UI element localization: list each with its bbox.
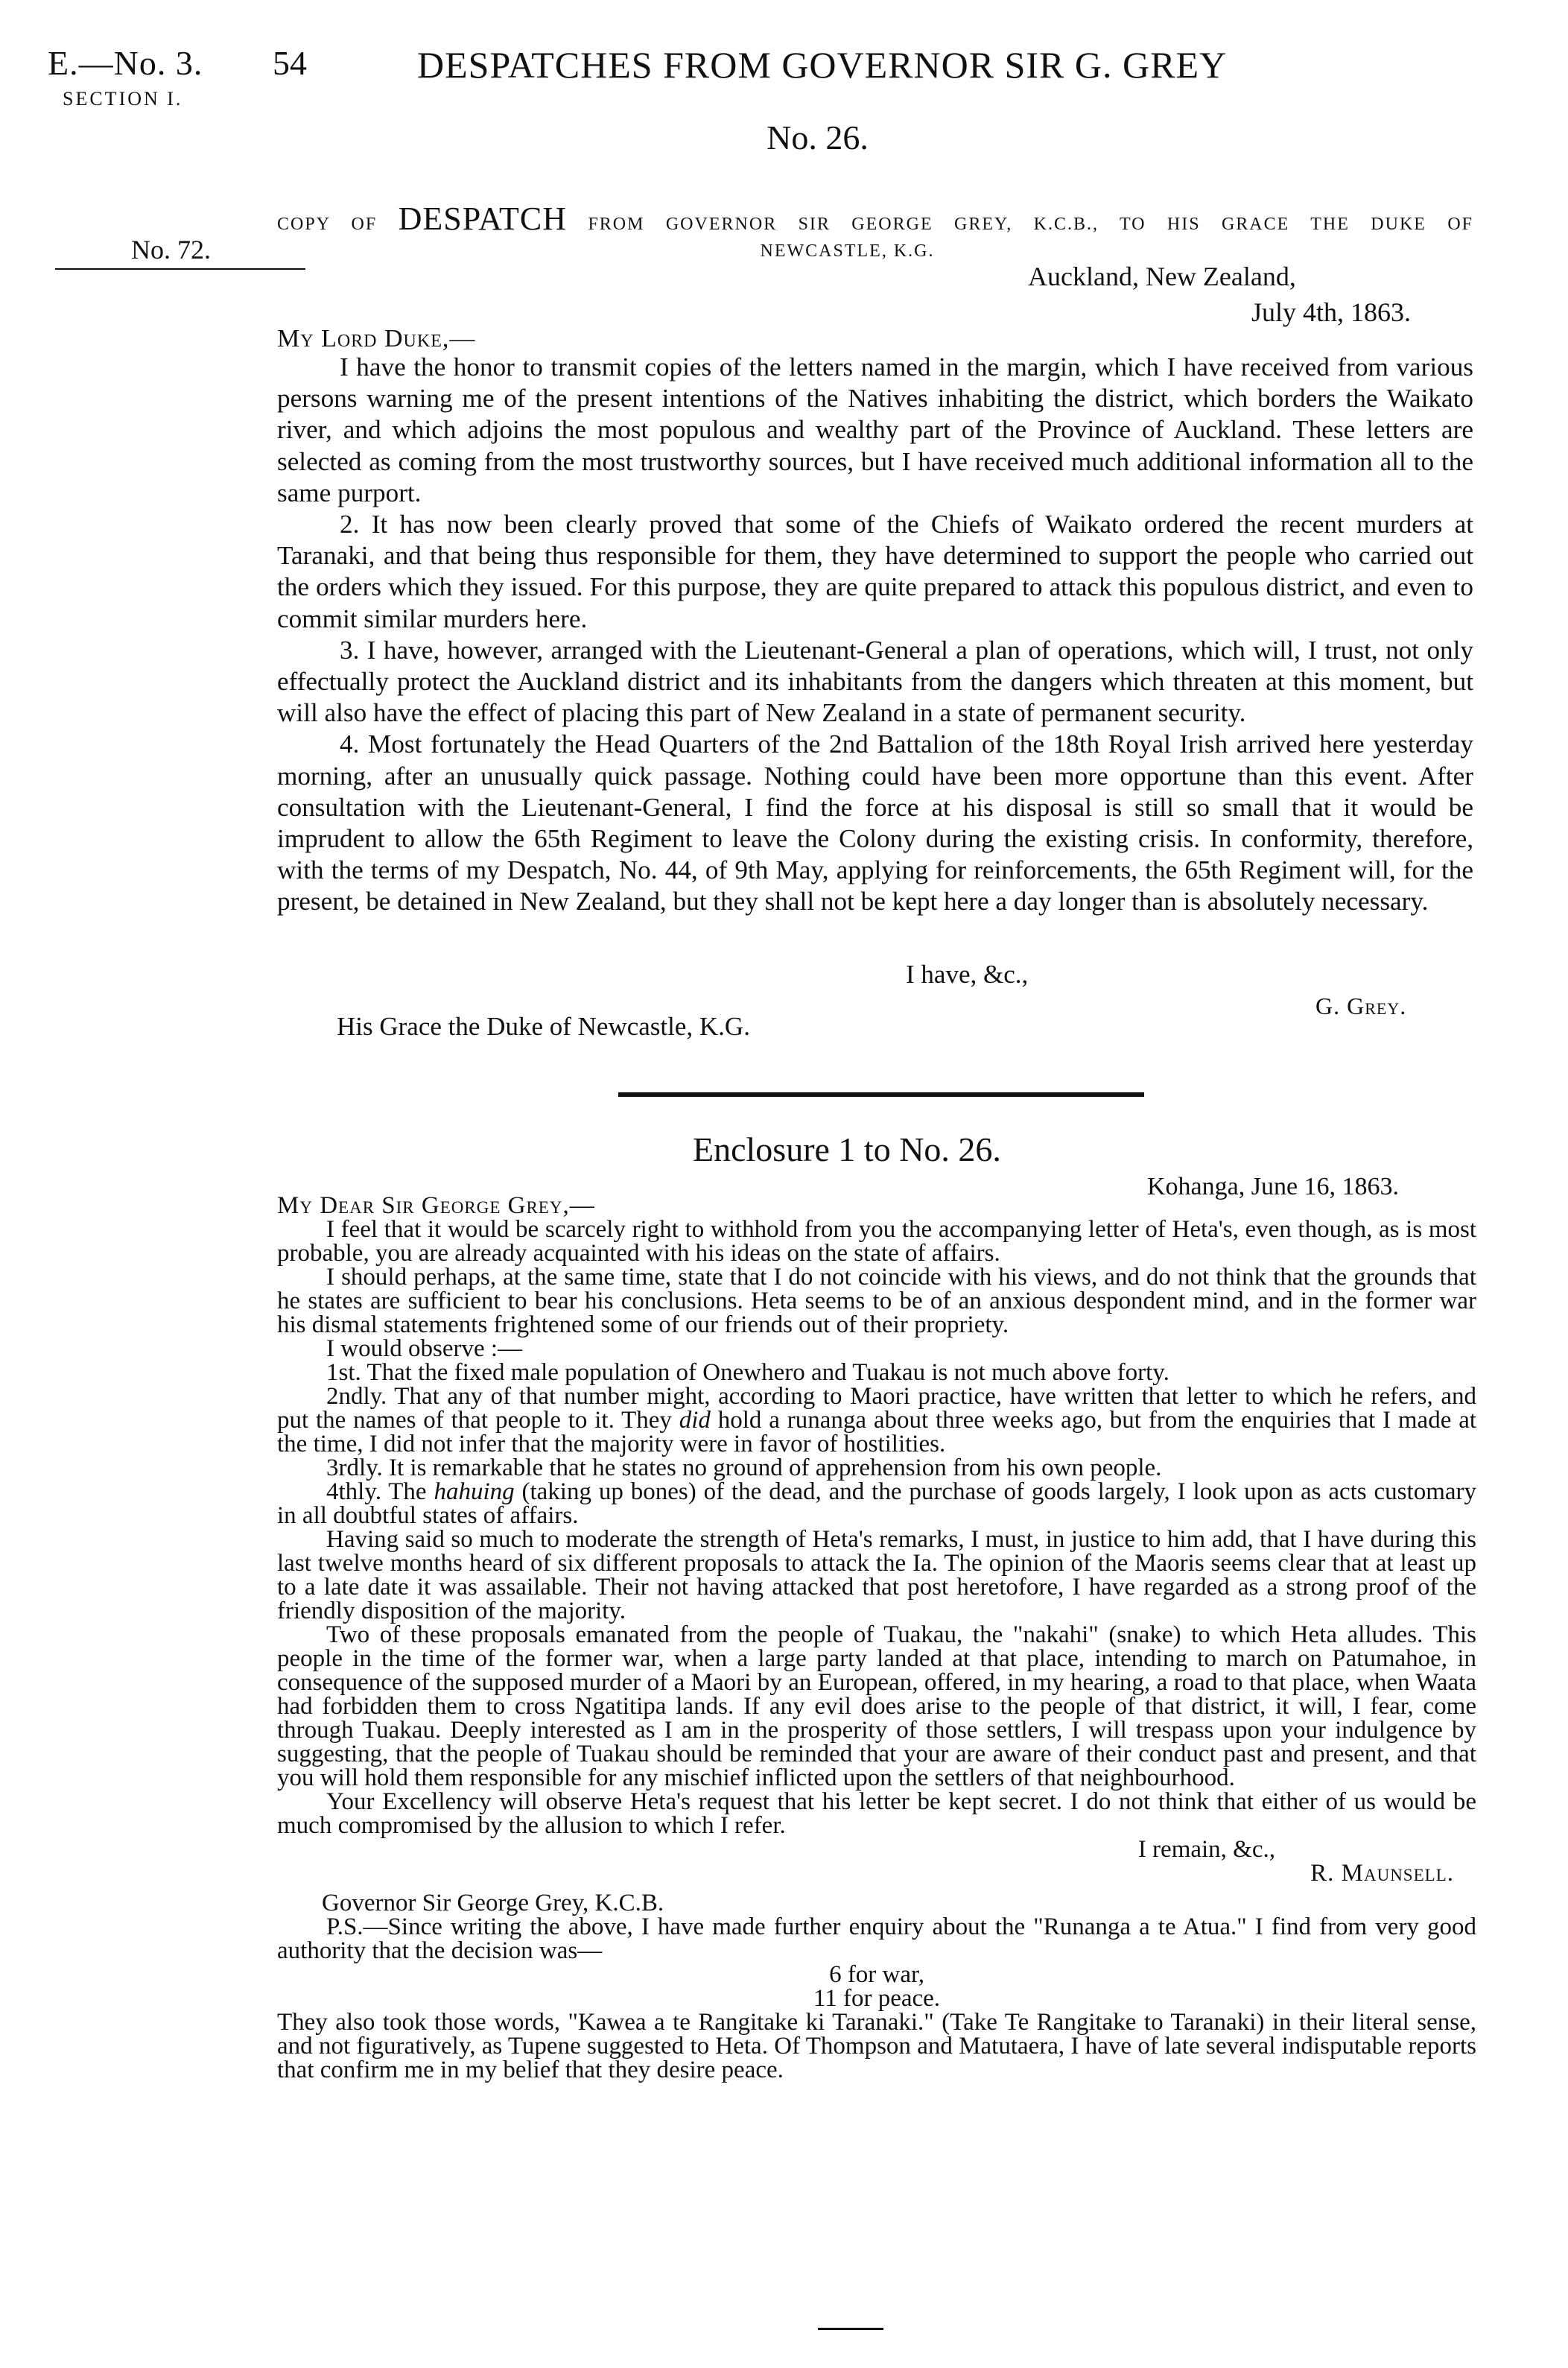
heading-from-to: FROM GOVERNOR SIR GEORGE GREY, K.C.B., TO HIS GRACE THE DUKE OF: [588, 215, 1474, 234]
heading-despatch-word: DESPATCH: [398, 200, 568, 237]
end-rule: [818, 2328, 883, 2330]
enclosure-addressee: Governor Sir George Grey, K.C.B.: [322, 1890, 664, 1916]
postscript-final: They also took those words, "Kawea a te Rangitake ki Taranaki." (Take Te Rangitake to Taranaki) in their literal sense, and not figuratively, as Tupene suggested to Heta. Of Thompson and Matutaera, I have of late several indisputable reports that confirm me in my belief that they desire peace.: [277, 2009, 1476, 2083]
enclosure-place-date: Kohanga, June 16, 1863.: [1147, 1173, 1400, 1200]
enclosure-paragraph: I should perhaps, at the same time, state that I do not coincide with his views, and do not think that the grounds that he states are sufficient to bear his conclusions. Heta seems to be of an anxious despondent mind, and in the former war his dismal statements frightened some of our friends out of their propriety.: [277, 1264, 1476, 1338]
postscript: P.S.—Since writing the above, I have made further enquiry about the "Runanga a te Atua." I find from very good authority that the decision was—: [277, 1913, 1476, 1964]
enclosure-paragraph: [277, 1384, 1476, 1456]
despatch-date: July 4th, 1863.: [1251, 297, 1412, 327]
enclosure-paragraph: [277, 1480, 1476, 1528]
despatch-paragraph: 3. I have, however, arranged with the Lieutenant-General a plan of operations, which will, I trust, not only effectually protect the Auckland district and its inhabitants from the dangers which threaten at this moment, but will also have the effect of placing this part of New Zealand in a state of permanent security.: [277, 635, 1473, 728]
enclosure-paragraph: Two of these proposals emanated from the people of Tuakau, the "nakahi" (snake) to which Heta alludes. This people in the time of the former war, when a large party landed at that place, intending to march on Patumahoe, in consequence of the supposed murder of a Maori by an European, offered, in my hearing, a road to that place, when Waata had forbidden them to cross Ngatitipa lands. If any evil does arise to the people of that district, it will, I fear, come through Tuakau. Deeply interested as I am in the prosperity of those settlers, I will trespass upon your indulgence by suggesting, that the people of Tuakau should be reminded that your are aware of their conduct past and present, and that you will hold them responsible for any mischief inflicted upon the settlers of that neighbourhood.: [277, 1621, 1476, 1791]
despatch-paragraph: 4. Most fortunately the Head Quarters of the 2nd Battalion of the 18th Royal Irish arrived here yesterday morning, after an unusually quick passage. Nothing could have been more opportune than this event. After consultation with the Lieutenant-General, I find the force at his disposal is still so small that it would be imprudent to allow the 65th Regiment to leave the Colony during the existing crisis. In conformity, therefore, with the terms of my Despatch, No. 44, of 9th May, applying for reinforcements, the 65th Regiment will, for the present, be detained in New Zealand, but they shall not be kept here a day longer than is absolutely necessary.: [277, 729, 1473, 917]
margin-divider: [55, 268, 305, 270]
enclosure-paragraph: Your Excellency will observe Heta's request that his letter be kept secret. I do not think that either of us would be much compromised by the allusion to which I refer.: [277, 1788, 1476, 1839]
despatch-body: [277, 352, 1473, 918]
margin-note: No. 72.: [131, 235, 211, 265]
italic-word: did: [679, 1407, 711, 1434]
page-number: 54: [273, 44, 307, 82]
italic-word: hahuing: [434, 1478, 515, 1505]
despatch-closing: I have, &c.,: [906, 960, 1029, 989]
text-run: hold a runanga about three weeks ago, but from the enquiries that I made at the time, I did not infer that the majority were in favor of hostilities.: [277, 1407, 1477, 1457]
despatch-heading: [277, 200, 1473, 238]
section-label: SECTION I.: [63, 88, 183, 110]
despatch-addressee: His Grace the Duke of Newcastle, K.G.: [337, 1012, 750, 1041]
enclosure-paragraph: 1st. That the fixed male population of Onewhero and Tuakau is not much above forty.: [326, 1359, 1169, 1386]
despatch-salutation: My Lord Duke,—: [277, 325, 476, 352]
text-run: 4thly. The: [326, 1478, 427, 1505]
enclosure-paragraph: 3rdly. It is remarkable that he states no ground of apprehension from his own people.: [326, 1454, 1162, 1481]
vote-peace: 11 for peace.: [813, 1985, 941, 2012]
enclosure-closing: I remain, &c.,: [1137, 1836, 1275, 1863]
enclosure-signature: R. Maunsell.: [1310, 1860, 1454, 1887]
despatch-signature: G. Grey.: [1315, 993, 1407, 1019]
despatch-place: Auckland, New Zealand,: [1028, 262, 1296, 291]
text-run: 2ndly. That any of that number might, according to Maori practice, have written that letter to which he refers, and put the names of that people to it. They: [277, 1383, 1476, 1434]
despatch-paragraph: 2. It has now been clearly proved that some of the Chiefs of Waikato ordered the recent murders at Taranaki, and that being thus responsible for them, they have determined to support the people who carried out the orders which they issued. For this purpose, they are quite prepared to attack this populous district, and even to commit similar murders here.: [277, 510, 1473, 633]
enclosure-title: Enclosure 1 to No. 26.: [693, 1130, 1001, 1168]
despatch-paragraph: I have the honor to transmit copies of the letters named in the margin, which I have received from various persons warning me of the present intentions of the Natives inhabiting the district, which borders the Waikato river, and which adjoins the most populous and wealthy part of the Province of Auckland. These letters are selected as coming from the most trustworthy sources, but I have received much additional information all to the same purport.: [277, 352, 1473, 507]
enclosure-paragraph: I feel that it would be scarcely right to withhold from you the accompanying letter of Heta's, even though, as is most probable, you are already acquainted with his ideas on the state of affairs.: [277, 1216, 1476, 1267]
enclosure-paragraph: I would observe :—: [326, 1335, 523, 1362]
despatch-number: No. 26.: [766, 118, 869, 156]
heading-prefix: COPY OF: [277, 215, 378, 234]
enclosure-body: [277, 1194, 1476, 2082]
page-title: DESPATCHES FROM GOVERNOR SIR G. GREY: [417, 44, 1228, 86]
enclosure-salutation: My Dear Sir George Grey,—: [277, 1192, 595, 1219]
despatch-heading-line2: NEWCASTLE, K.G.: [760, 241, 935, 261]
vote-war: 6 for war,: [829, 1961, 924, 1988]
text-run: (taking up bones) of the dead, and the purchase of goods largely, I look upon as acts customary in all doubtful states of affairs.: [277, 1478, 1476, 1529]
enclosure-paragraph: Having said so much to moderate the strength of Heta's remarks, I must, in justice to him add, that I have during this last twelve months heard of six different proposals to attack the Ia. The opinion of the Maoris seems clear that at least up to a late date it was assailable. Their not having attacked that post heretofore, I have regarded as a strong proof of the friendly disposition of the majority.: [277, 1526, 1476, 1624]
document-reference: E.—No. 3.: [48, 44, 203, 82]
section-divider: [618, 1092, 1144, 1097]
